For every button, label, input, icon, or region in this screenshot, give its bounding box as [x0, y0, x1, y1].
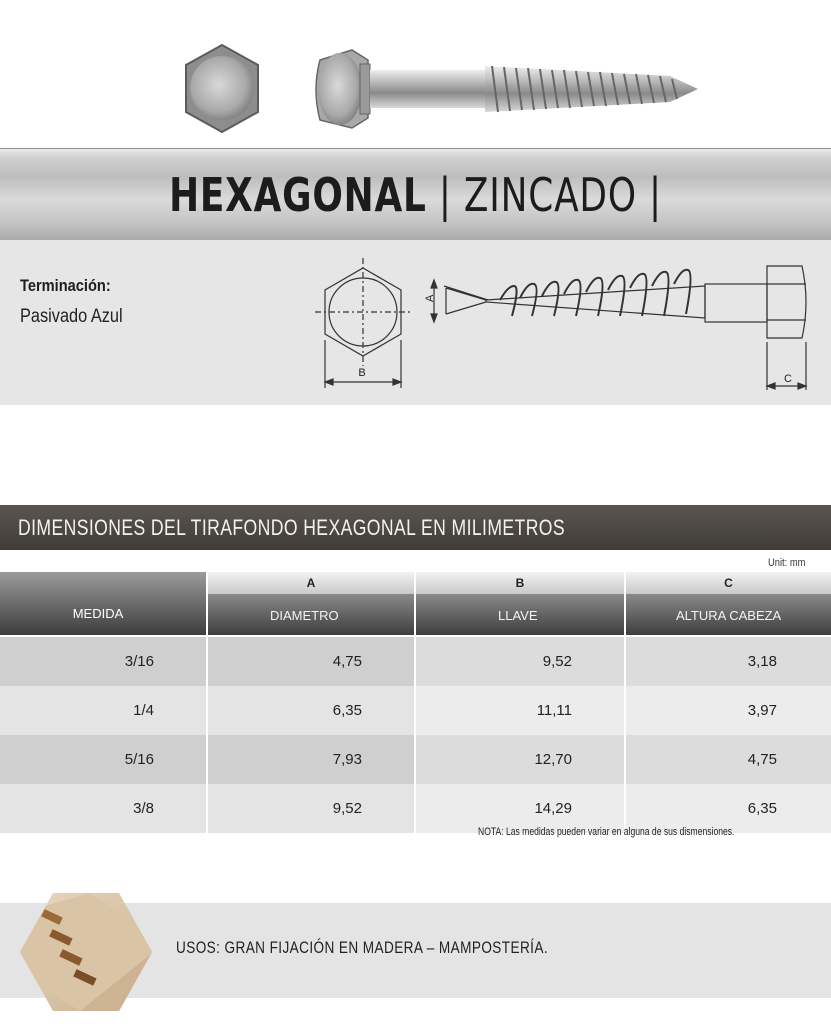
title-separator: | — [649, 168, 662, 222]
table-cell-diametro: 9,52 — [208, 784, 414, 833]
table-cell-diametro: 6,35 — [208, 686, 414, 735]
dimension-label-b: B — [358, 367, 366, 379]
termination-value: Pasivado Azul — [20, 306, 123, 327]
title-type: HEXAGONAL — [169, 168, 427, 222]
table-cell-diametro: 4,75 — [208, 637, 414, 686]
header-col-a-name: DIAMETRO — [208, 594, 414, 635]
header-col-b-name: LLAVE — [416, 594, 624, 635]
dimensions-title: DIMENSIONES DEL TIRAFONDO HEXAGONAL EN MILIMETROS — [18, 515, 566, 540]
page-title — [91, 168, 739, 222]
table-header-medida — [0, 572, 206, 635]
wood-joint-image — [20, 893, 152, 1011]
table-cell-altura: 3,18 — [626, 637, 831, 686]
screw-side-view — [316, 50, 698, 128]
table-cell-altura: 6,35 — [626, 784, 831, 833]
header-col-b-letter: B — [416, 572, 624, 594]
dimension-label-a: A — [424, 294, 436, 302]
header-col-c-name: ALTURA CABEZA — [626, 594, 831, 635]
table-cell-altura: 3,97 — [626, 686, 831, 735]
termination-label: Terminación: — [20, 276, 111, 295]
table-cell-altura: 4,75 — [626, 735, 831, 784]
header-col-c-letter: C — [626, 572, 831, 594]
table-cell-llave: 12,70 — [416, 735, 624, 784]
header-medida-label: MEDIDA — [72, 606, 124, 621]
header-col-a-letter: A — [208, 572, 414, 594]
uses-text: USOS: GRAN FIJACIÓN EN MADERA – MAMPOSTERÍA. — [176, 938, 549, 957]
hex-head-front-view — [186, 45, 258, 132]
table-cell-llave: 11,11 — [416, 686, 624, 735]
unit-label: Unit: mm — [768, 557, 806, 569]
table-cell-diametro: 7,93 — [208, 735, 414, 784]
table-cell-medida: 3/8 — [0, 784, 206, 833]
table-cell-medida: 3/16 — [0, 637, 206, 686]
table-cell-medida: 5/16 — [0, 735, 206, 784]
dimension-label-c: C — [784, 373, 792, 385]
table-cell-llave: 9,52 — [416, 637, 624, 686]
product-photo — [0, 0, 831, 148]
title-finish: ZINCADO — [463, 168, 637, 222]
title-separator: | — [438, 168, 452, 222]
table-cell-llave: 14,29 — [416, 784, 624, 833]
table-cell-medida: 1/4 — [0, 686, 206, 735]
technical-drawing — [310, 250, 831, 400]
dimensions-note: NOTA: Las medidas pueden variar en alguna de sus dismensiones. — [478, 826, 735, 838]
